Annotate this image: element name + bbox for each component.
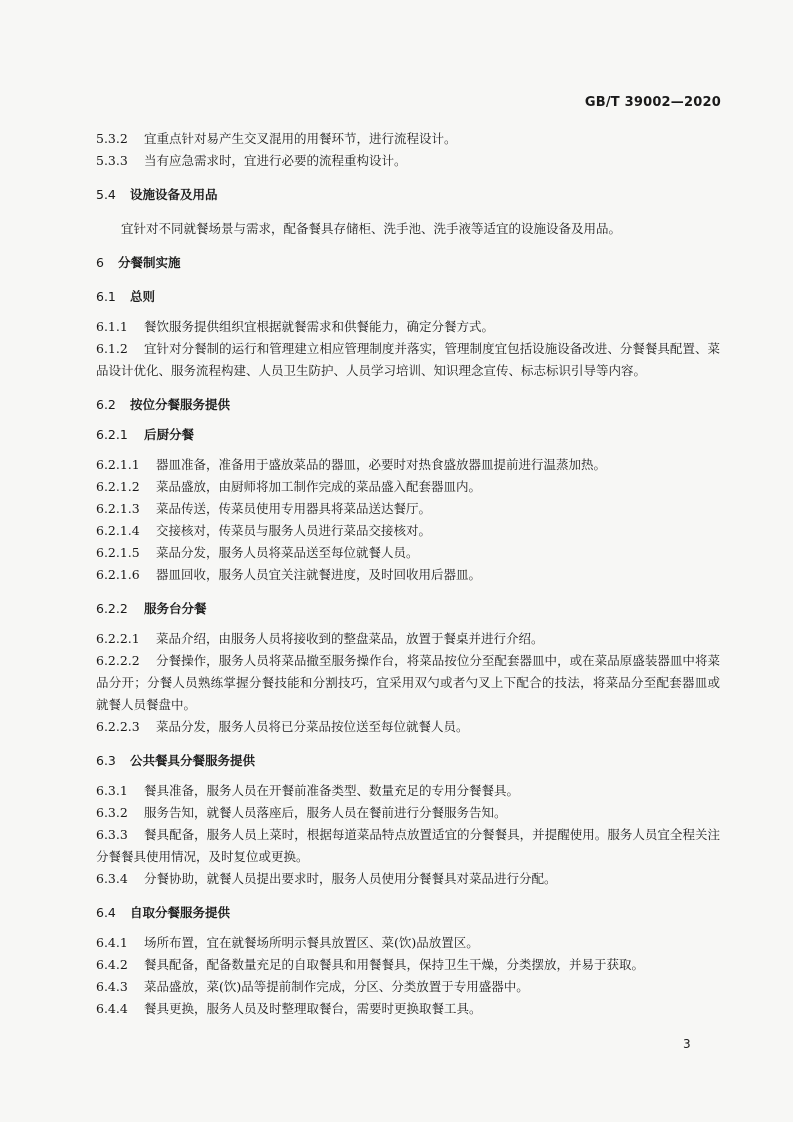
heading-6-2: 6.2 按位分餐服务提供	[96, 397, 231, 412]
clause-6-2-1-2: 6.2.1.2 菜品盛放，由厨师将加工制作完成的菜品盛入配套器皿内。	[96, 479, 482, 494]
heading-6-1: 6.1 总则	[96, 289, 156, 304]
standard-code: GB/T 39002—2020	[584, 95, 721, 110]
heading-6-4: 6.4 自取分餐服务提供	[96, 905, 231, 920]
clause-6-4-2: 6.4.2 餐具配备，配备数量充足的自取餐具和用餐餐具，保持卫生干燥，分类摆放，并易于获取。	[96, 957, 645, 972]
heading-6: 6 分餐制实施	[96, 255, 181, 270]
page-number: 3	[683, 1037, 691, 1051]
heading-6-3: 6.3 公共餐具分餐服务提供	[96, 753, 256, 768]
clause-6-2-1-5: 6.2.1.5 菜品分发，服务人员将菜品送至每位就餐人员。	[96, 545, 419, 560]
heading-6-2-2: 6.2.2 服务台分餐	[96, 601, 207, 616]
clause-5-3-3: 5.3.3 当有应急需求时，宜进行必要的流程重构设计。	[96, 153, 407, 168]
document-body	[96, 128, 720, 1020]
clause-6-4-3: 6.4.3 菜品盛放，菜(饮)品等提前制作完成，分区、分类放置于专用盛器中。	[96, 979, 529, 994]
clause-6-3-1: 6.3.1 餐具准备，服务人员在开餐前准备类型、数量充足的专用分餐餐具。	[96, 783, 520, 798]
clause-6-3-3: 6.3.3 餐具配备，服务人员上菜时，根据每道菜品特点放置适宜的分餐餐具，并提醒使用。服务人员宜全程关注分餐餐具使用情况，及时复位或更换。	[96, 827, 720, 864]
clause-6-2-2-3: 6.2.2.3 菜品分发，服务人员将已分菜品按位送至每位就餐人员。	[96, 719, 469, 734]
heading-5-4: 5.4 设施设备及用品	[96, 187, 218, 202]
clause-6-2-1-4: 6.2.1.4 交接核对，传菜员与服务人员进行菜品交接核对。	[96, 523, 432, 538]
clause-6-2-1-3: 6.2.1.3 菜品传送，传菜员使用专用器具将菜品送达餐厅。	[96, 501, 432, 516]
para-5-4: 宜针对不同就餐场景与需求，配备餐具存储柜、洗手池、洗手液等适宜的设施设备及用品。	[121, 221, 622, 236]
clause-6-2-2-1: 6.2.2.1 菜品介绍，由服务人员将接收到的整盘菜品，放置于餐桌并进行介绍。	[96, 631, 544, 646]
clause-6-1-1: 6.1.1 餐饮服务提供组织宜根据就餐需求和供餐能力，确定分餐方式。	[96, 319, 495, 334]
clause-6-2-1-1: 6.2.1.1 器皿准备，准备用于盛放菜品的器皿，必要时对热食盛放器皿提前进行温蒸加热。	[96, 457, 607, 472]
clause-6-2-1-6: 6.2.1.6 器皿回收，服务人员宜关注就餐进度，及时回收用后器皿。	[96, 567, 482, 582]
clause-6-3-4: 6.3.4 分餐协助，就餐人员提出要求时，服务人员使用分餐餐具对菜品进行分配。	[96, 871, 557, 886]
clause-5-3-2: 5.3.2 宜重点针对易产生交叉混用的用餐环节，进行流程设计。	[96, 131, 457, 146]
clause-6-4-1: 6.4.1 场所布置，宜在就餐场所明示餐具放置区、菜(饮)品放置区。	[96, 935, 479, 950]
heading-6-2-1: 6.2.1 后厨分餐	[96, 427, 195, 442]
clause-6-3-2: 6.3.2 服务告知，就餐人员落座后，服务人员在餐前进行分餐服务告知。	[96, 805, 507, 820]
clause-6-4-4: 6.4.4 餐具更换，服务人员及时整理取餐台，需要时更换取餐工具。	[96, 1001, 482, 1016]
clause-6-2-2-2: 6.2.2.2 分餐操作，服务人员将菜品撤至服务操作台，将菜品按位分至配套器皿中，或在菜品原盛装器皿中将菜品分开；分餐人员熟练掌握分餐技能和分割技巧，宜采用双勺或者勺叉上下配合的技法，将菜品分至配套器皿或就餐人员餐盘中。	[96, 653, 720, 712]
clause-6-1-2: 6.1.2 宜针对分餐制的运行和管理建立相应管理制度并落实，管理制度宜包括设施设备改进、分餐餐具配置、菜品设计优化、服务流程构建、人员卫生防护、人员学习培训、知识理念宣传、标志标识引导等内容。	[96, 341, 720, 378]
